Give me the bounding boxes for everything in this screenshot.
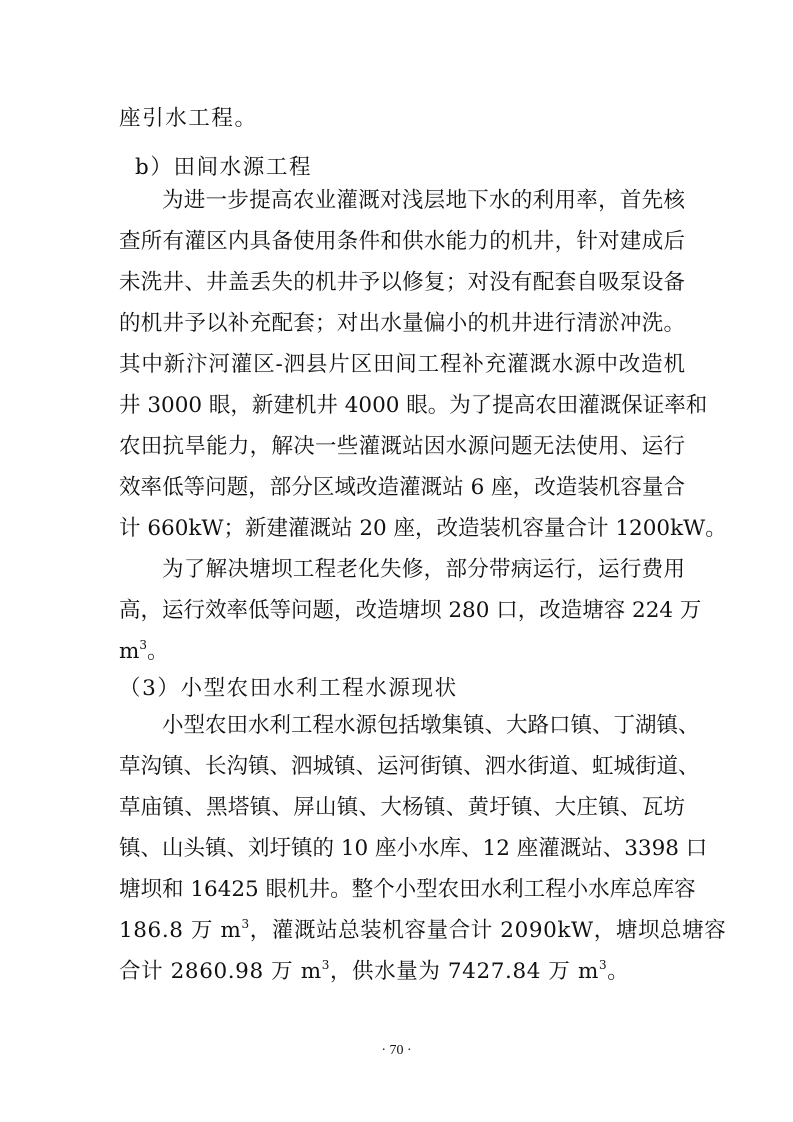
paragraph-line: 效率低等问题，部分区域改造灌溉站 6 座，改造装机容量合 [119,475,685,500]
paragraph-line: 井 3000 眼，新建机井 4000 眼。为了提高农田灌溉保证率和 [119,393,708,418]
paragraph-line: 未洗井、井盖丢失的机井予以修复；对没有配套自吸泵设备 [119,270,685,295]
paragraph-line: 草庙镇、黑塔镇、屏山镇、大杨镇、黄圩镇、大庄镇、瓦坊 [119,795,685,820]
section-heading: b）田间水源工程 [135,155,313,180]
text-segment: ，灌溉站总装机容量合计 2090kW，塘坝总塘容 [249,918,727,943]
unit-text: m [119,639,140,664]
paragraph-line: 草沟镇、长沟镇、泗城镇、运河街镇、泗水街道、虹城街道、 [119,754,700,779]
text-segment: ，供水量为 7427.84 万 m [329,959,599,984]
paragraph-line [119,958,629,986]
superscript-three: 3 [241,917,250,931]
paragraph-line [119,638,169,666]
text-segment: 合计 2860.98 万 m [119,959,322,984]
paragraph-line: 高，运行效率低等问题，改造塘坝 280 口，改造塘容 224 万 [119,598,702,623]
superscript-three: 3 [321,958,330,972]
paragraph-line: 为进一步提高农业灌溉对浅层地下水的利用率，首先核 [162,188,685,213]
superscript-three: 3 [598,958,608,972]
paragraph-line: 塘坝和 16425 眼机井。整个小型农田水利工程小水库总库容 [119,877,696,902]
punctuation: 。 [147,639,169,664]
section-heading: （3）小型农田水利工程水源现状 [119,676,458,701]
paragraph-line: 镇、山头镇、刘圩镇的 10 座小水库、12 座灌溉站、3398 口 [119,836,708,861]
paragraph-line: 农田抗旱能力，解决一些灌溉站因水源问题无法使用、运行 [119,434,685,459]
page-number: · 70 · [381,1043,412,1058]
text-segment: 186.8 万 m [119,918,242,943]
paragraph-line: 其中新汴河灌区-泗县片区田间工程补充灌溉水源中改造机 [119,352,685,377]
paragraph-line: 查所有灌区内具备使用条件和供水能力的机井，针对建成后 [119,229,685,254]
paragraph-line: 计 660kW；新建灌溉站 20 座，改造装机容量合计 1200kW。 [119,516,727,541]
paragraph-line: 座引水工程。 [119,106,258,131]
punctuation: 。 [607,959,630,984]
paragraph-line: 的机井予以补充配套；对出水量偏小的机井进行清淤冲洗。 [119,311,685,336]
paragraph-line [119,917,726,945]
paragraph-line: 为了解决塘坝工程老化失修，部分带病运行，运行费用 [162,557,685,582]
paragraph-line: 小型农田水利工程水源包括墩集镇、大路口镇、丁湖镇、 [162,713,700,738]
superscript-three: 3 [139,638,148,652]
